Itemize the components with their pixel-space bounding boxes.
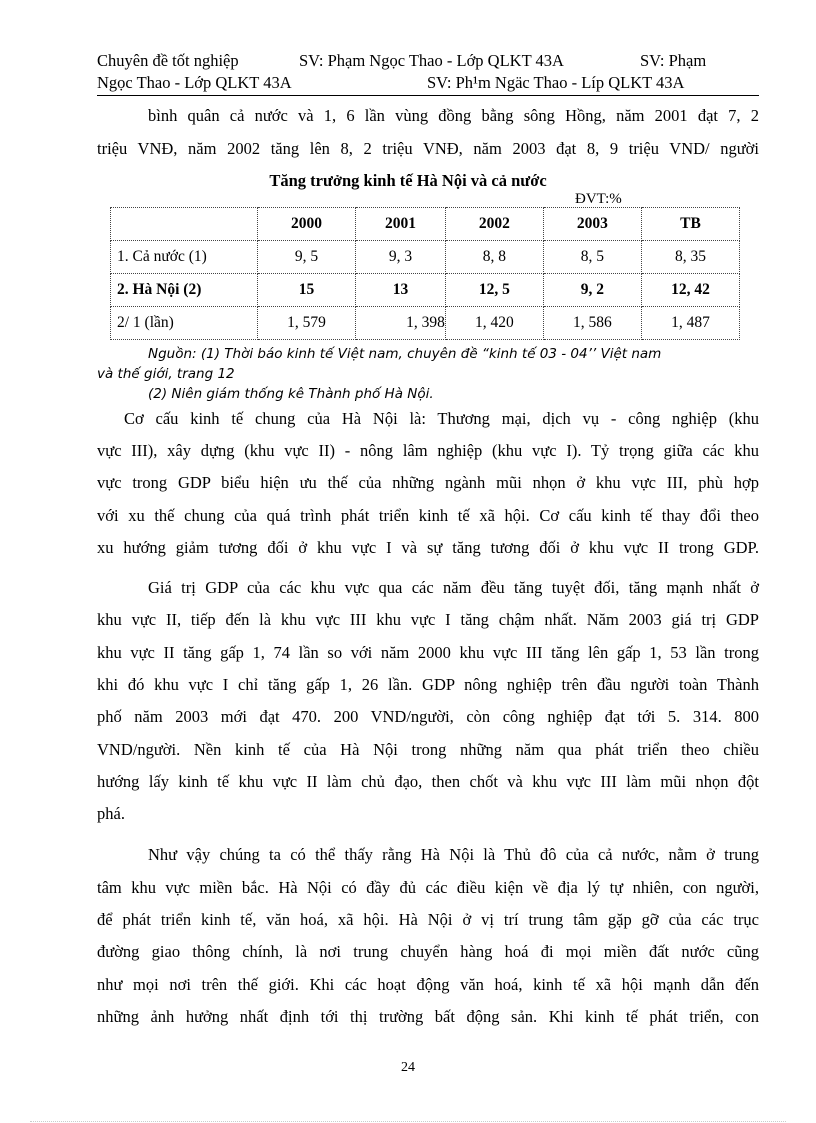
table-header-row <box>111 208 740 241</box>
table-header-cell: 2002 <box>445 208 543 241</box>
paragraph-line: xu hướng giảm tương đối ở khu vực I và sự tăng tương đối ở khu vực II trong GDP. <box>97 538 759 557</box>
paragraph-line: khu vực II, tiếp đến là khu vực III khu vực I tăng chậm nhất. Năm 2003 giá trị GDP <box>97 610 759 629</box>
intro-line: triệu VNĐ, năm 2002 tăng lên 8, 2 triệu VNĐ, năm 2003 đạt 8, 9 triệu VND/ người <box>97 139 759 158</box>
header-doc-type: Chuyên đề tốt nghiệp <box>97 51 239 70</box>
table-header-cell: TB <box>641 208 739 241</box>
table-cell: 1. Cả nước (1) <box>111 241 258 274</box>
table-header-cell <box>111 208 258 241</box>
table-cell: 1, 420 <box>445 307 543 340</box>
table-cell: 8, 35 <box>641 241 739 274</box>
table-row <box>111 307 740 340</box>
table-title: Tăng trưởng kinh tế Hà Nội và cả nước <box>269 171 547 190</box>
source-note: (2) Niên giám thống kê Thành phố Hà Nội. <box>148 386 434 402</box>
page-number: 24 <box>401 1060 415 1075</box>
table-cell: 8, 5 <box>543 241 641 274</box>
table-cell: 1, 579 <box>258 307 356 340</box>
paragraph-line: khu vực II tăng gấp 1, 74 lần so với năm 2000 khu vực III tăng lên gấp 1, 53 lần trong <box>97 643 759 662</box>
table-cell: 2. Hà Nội (2) <box>111 274 258 307</box>
intro-line: bình quân cả nước và 1, 6 lần vùng đồng bằng sông Hồng, năm 2001 đạt 7, 2 <box>148 106 759 125</box>
paragraph-line: hướng lấy kinh tế khu vực II làm chủ đạo, then chốt và khu vực III làm mũi nhọn đột <box>97 772 759 791</box>
table-cell: 9, 3 <box>356 241 446 274</box>
paragraph-line: Cơ cấu kinh tế chung của Hà Nội là: Thương mại, dịch vụ - công nghiệp (khu <box>124 409 759 428</box>
header-student-repeat: SV: Phạm <box>640 51 707 70</box>
source-note: Nguồn: (1) Thời báo kinh tế Việt nam, chuyên đề “kinh tế 03 - 04’’ Việt nam <box>148 346 662 362</box>
table-cell: 8, 8 <box>445 241 543 274</box>
table-cell: 9, 2 <box>543 274 641 307</box>
table-cell: 2/ 1 (lần) <box>111 307 258 340</box>
header-student-cont: Ngọc Thao - Lớp QLKT 43A <box>97 73 292 92</box>
header-student: SV: Phạm Ngọc Thao - Lớp QLKT 43A <box>299 51 564 70</box>
paragraph-line: tâm khu vực miền bắc. Hà Nội có đầy đủ các điều kiện về địa lý tự nhiên, con người, <box>97 878 759 897</box>
paragraph-line: để phát triển kinh tế, văn hoá, xã hội. Hà Nội ở vị trí trung tâm gặp gỡ của các trục <box>97 910 759 929</box>
table-cell: 1, 487 <box>641 307 739 340</box>
table-cell: 13 <box>356 274 446 307</box>
page-bottom-divider <box>30 1121 786 1122</box>
paragraph-line: với xu thế chung của quá trình phát triển kinh tế xã hội. Cơ cấu kinh tế thay đổi theo <box>97 506 759 525</box>
table-cell: 1, 586 <box>543 307 641 340</box>
table-row <box>111 274 740 307</box>
table-cell: 1, 398 <box>356 307 446 340</box>
paragraph-line: vực III), xây dựng (khu vực II) - nông lâm nghiệp (khu vực I). Tỷ trọng giữa các khu <box>97 441 759 460</box>
table-header-cell: 2001 <box>356 208 446 241</box>
table-header-cell: 2003 <box>543 208 641 241</box>
table-header-cell: 2000 <box>258 208 356 241</box>
paragraph-line: VND/người. Nền kinh tế của Hà Nội trong những năm qua phát triển theo chiều <box>97 740 759 759</box>
table-unit: ĐVT:% <box>575 191 622 207</box>
paragraph-line: phá. <box>97 804 125 823</box>
table-cell: 15 <box>258 274 356 307</box>
source-note: và thế giới, trang 12 <box>97 366 235 382</box>
paragraph-line: Như vậy chúng ta có thể thấy rằng Hà Nội là Thủ đô của cả nước, nằm ở trung <box>148 845 759 864</box>
table-cell: 12, 5 <box>445 274 543 307</box>
paragraph-line: đường giao thông chính, là nơi trung chuyển hàng hoá đi mọi miền đất nước cũng <box>97 942 759 961</box>
paragraph-line: những ảnh hưởng nhất định tới thị trường bất động sản. Khi kinh tế phát triển, con <box>97 1007 759 1026</box>
growth-table <box>110 207 740 340</box>
table-row <box>111 241 740 274</box>
paragraph-line: khi đó khu vực I chỉ tăng gấp 1, 26 lần. GDP nông nghiệp trên đầu người toàn Thành <box>97 675 759 694</box>
header-student-garbled: SV: Ph¹m Ngäc Thao - Líp QLKT 43A <box>427 73 685 92</box>
paragraph-line: vực trong GDP biểu hiện ưu thế của những ngành mũi nhọn ở khu vực III, phù hợp <box>97 473 759 492</box>
paragraph-line: Giá trị GDP của các khu vực qua các năm đều tăng tuyệt đối, tăng mạnh nhất ở <box>148 578 759 597</box>
table-cell: 12, 42 <box>641 274 739 307</box>
paragraph-line: như mọi nơi trên thế giới. Khi các hoạt động văn hoá, kinh tế xã hội mạnh dẫn đến <box>97 975 759 994</box>
page-header <box>97 50 759 96</box>
paragraph-line: phố năm 2003 mới đạt 470. 200 VND/người, còn công nghiệp đạt tới 5. 314. 800 <box>97 707 759 726</box>
table-cell: 9, 5 <box>258 241 356 274</box>
